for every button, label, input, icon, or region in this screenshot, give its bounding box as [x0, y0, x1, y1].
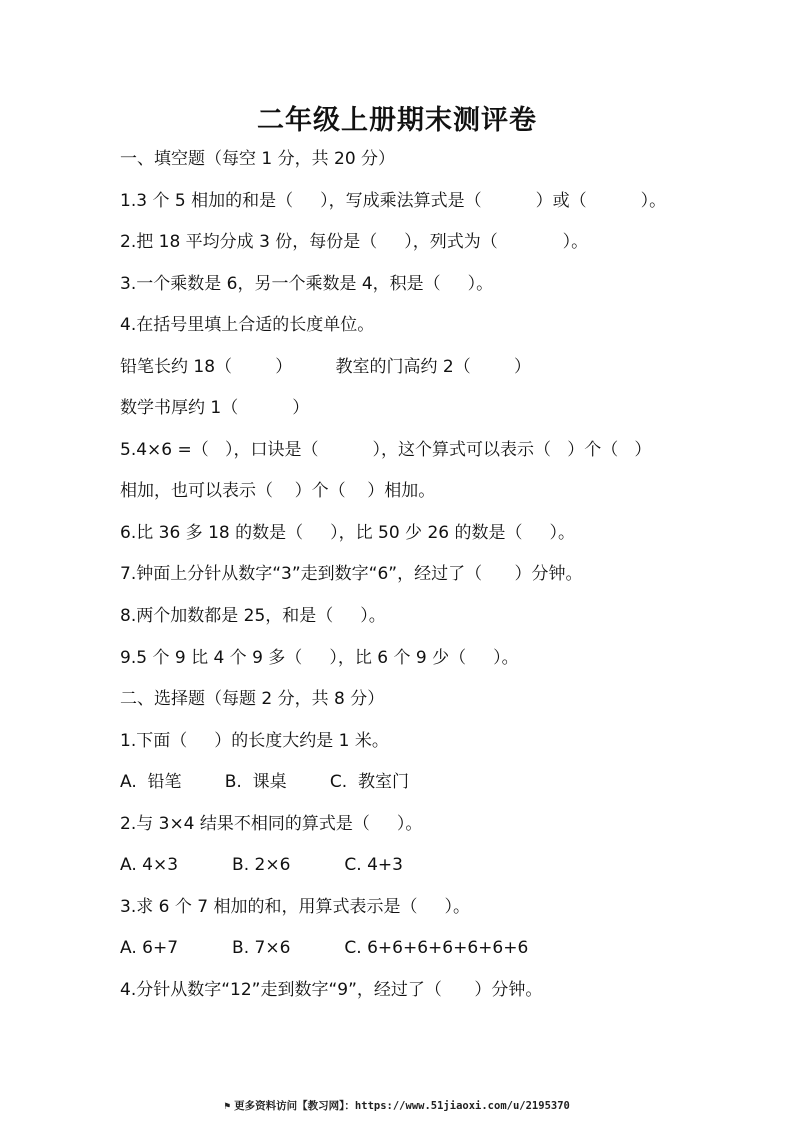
question-line: A. 铅笔 B. 课桌 C. 教室门 [120, 772, 409, 792]
question-line: 1.3 个 5 相加的和是（ ），写成乘法算式是（ ）或（ ）。 [120, 191, 667, 211]
question-line: 3.一个乘数是 6，另一个乘数是 4，积是（ ）。 [120, 274, 494, 294]
question-line: 4.分针从数字“12”走到数字“9”，经过了（ ）分钟。 [120, 980, 543, 1000]
question-line: 数学书厚约 1（ ） [120, 398, 310, 418]
question-line: 2.与 3×4 结果不相同的算式是（ ）。 [120, 814, 423, 834]
question-line: 铅笔长约 18（ ） 教室的门高约 2（ ） [120, 357, 531, 377]
flag-icon: ⚑ [224, 1101, 231, 1112]
question-line: 3.求 6 个 7 相加的和，用算式表示是（ ）。 [120, 897, 470, 917]
question-line: 相加，也可以表示（ ）个（ ）相加。 [120, 481, 436, 501]
footer-link[interactable]: 更多资料访问【教习网】：https://www.51jiaoxi.com/u/2195370 [234, 1100, 570, 1112]
question-line: 7.钟面上分针从数字“3”走到数字“6”，经过了（ ）分钟。 [120, 564, 583, 584]
question-line: 1.下面（ ）的长度大约是 1 米。 [120, 731, 389, 751]
question-line: A. 6+7 B. 7×6 C. 6+6+6+6+6+6+6 [120, 938, 529, 958]
question-line: 4.在括号里填上合适的长度单位。 [120, 315, 375, 335]
question-line: 一、填空题（每空 1 分，共 20 分） [120, 149, 396, 169]
question-line: 二、选择题（每题 2 分，共 8 分） [120, 689, 385, 709]
footer [0, 1098, 794, 1113]
question-line: 8.两个加数都是 25，和是（ ）。 [120, 606, 386, 626]
question-line: A. 4×3 B. 2×6 C. 4+3 [120, 855, 403, 875]
question-line: 9.5 个 9 比 4 个 9 多（ ），比 6 个 9 少（ ）。 [120, 648, 519, 668]
question-line: 6.比 36 多 18 的数是（ ），比 50 少 26 的数是（ ）。 [120, 523, 576, 543]
question-line: 2.把 18 平均分成 3 份，每份是（ ），列式为（ ）。 [120, 232, 589, 252]
question-line: 5.4×6 =（ ），口诀是（ ），这个算式可以表示（ ）个（ ） [120, 440, 652, 460]
page-title: 二年级上册期末测评卷 [257, 105, 537, 136]
